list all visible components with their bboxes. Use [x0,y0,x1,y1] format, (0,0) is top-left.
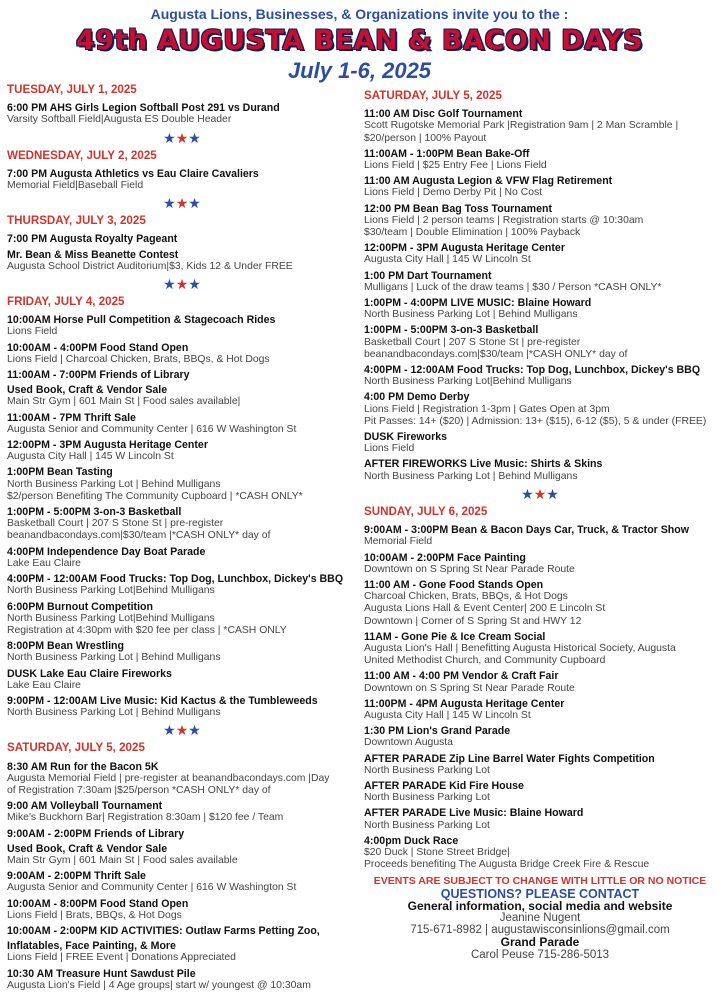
event-details: Varsity Softball Field|Augusta ES Double Header [7,114,232,126]
three-stars-icon [7,195,357,211]
event-details: Lions Field [364,443,415,455]
schedule-event [7,412,357,436]
event-details: North Business Parking Lot|Behind Mulligans [364,376,572,388]
event-details: North Business Parking Lot|Behind Mulligans [7,612,215,624]
event-details: Augusta Senior and Community Center | 616 W Washington St [7,882,297,894]
event-title: 4:00pm Duck Race [364,834,459,847]
three-stars-icon [7,276,357,292]
change-notice: EVENTS ARE SUBJECT TO CHANGE WITH LITTLE OR NO NOTICE [373,875,707,888]
left-column [7,80,357,995]
star-icon: ★ [175,195,189,212]
event-title: 8:30 AM Run for the Bacon 5K [7,760,159,773]
event-details: Lions Field | Registration 1-3pm | Gates Open at 3pm [364,403,610,415]
event-details: $30/team | Double Elimination | 100% Payback [364,227,581,239]
right-column [364,86,716,961]
schedule-event [7,546,357,570]
event-details: Scott Rugotske Memorial Park |Registration 9am | 2 Man Scramble | [364,120,679,132]
event-title: 11:00 AM - Gone Food Stands Open [364,578,544,591]
day-heading: TUESDAY, JULY 1, 2025 [7,83,137,96]
star-icon: ★ [188,129,201,146]
day-heading: WEDNESDAY, JULY 2, 2025 [7,148,157,162]
schedule-event [7,439,357,463]
schedule-event [364,753,716,777]
schedule-event [364,203,716,240]
event-title: 11:00 AM Augusta Legion & VFW Flag Retirement [364,175,613,188]
schedule-event [364,631,716,668]
event-title: 12:00 PM Bean Bag Toss Tournament [364,202,552,215]
parade-heading: Grand Parade [500,935,580,950]
contact-footer [364,875,716,960]
event-details: Lions Field | Charcoal Chicken, Brats, BBQs, & Hot Dogs [7,353,270,365]
star-icon: ★ [175,722,189,739]
schedule-event [364,524,716,548]
event-title: 11:00AM - 7:00PM Friends of Library [7,369,190,382]
schedule-event [364,364,716,388]
event-title: 10:00AM - 2:00PM KID ACTIVITIES: Outlaw Farms Petting Zoo, [7,924,320,937]
schedule-event [7,828,357,840]
day-heading: SATURDAY, JULY 5, 2025 [364,89,502,102]
event-details: Lions Field | 2 person teams | Registration starts @ 10:30am [364,214,644,226]
event-details: Augusta School District Auditorium|$3, Kids 12 & Under FREE [7,260,293,272]
event-dates: July 1-6, 2025 [287,58,432,83]
event-details: Augusta City Hall | 145 W Lincoln St [364,254,531,266]
event-details: Downtown Augusta [364,737,453,749]
event-details: Mike's Buckhorn Bar| Registration 8:30am | $120 fee / Team [7,812,284,824]
schedule-event [7,573,357,597]
star-icon: ★ [521,485,534,502]
three-stars-icon [364,486,716,502]
event-title: AFTER PARADE Kid Fire House [364,779,524,792]
event-title: 9:00AM - 2:00PM Friends of Library [7,827,185,840]
schedule-event [7,168,357,192]
general-contact-name: Jeanine Nugent [499,911,581,924]
event-title: 10:30 AM Treasure Hunt Sawdust Pile [7,967,196,980]
event-details: Augusta Memorial Field | pre-register at beanandbacondays.com |Day [7,772,330,784]
day-heading: THURSDAY, JULY 3, 2025 [7,214,146,228]
event-title: 1:00PM - 5:00PM 3-on-3 Basketball [364,324,539,337]
event-details: North Business Parking Lot | Behind Mulligans [7,707,221,719]
schedule-event [7,761,357,798]
schedule-event [7,102,357,126]
event-title: Used Book, Craft & Vendor Sale [7,842,168,855]
event-details: Augusta Lion's Hall | Benefitting Augusta Historical Society, Augusta [364,642,676,654]
event-details: Basketball Court | 207 S Stone St | pre-register [7,518,224,530]
event-title: 10:00AM - 4:00PM Food Stand Open [7,341,189,354]
event-title: 9:00AM - 3:00PM Bean & Bacon Days Car, Truck, & Tractor Show [364,524,689,537]
star-icon: ★ [175,276,189,293]
event-details: Augusta Lion's Field | 4 Age groups| start w/ youngest @ 10:30am [7,979,311,991]
event-details: $2/person Benefiting The Community Cupboard | *CASH ONLY* [7,490,303,502]
event-title: 9:00AM - 2:00PM Thrift Sale [7,870,146,883]
event-title: AFTER PARADE Zip Line Barrel Water Fights Competition [364,752,655,765]
schedule-event [7,233,357,245]
event-details: North Business Parking Lot | Behind Mulligans [364,309,578,321]
event-title: AFTER PARADE Live Music: Blaine Howard [364,807,584,820]
event-details: Registration at 4:30pm with $20 fee per class | *CASH ONLY [7,624,287,636]
event-details: of Registration 7:30am |$25/person *CASH ONLY* day of [7,784,271,796]
schedule-event [364,835,716,872]
event-title: AFTER FIREWORKS Live Music: Shirts & Skins [364,458,603,471]
event-title: 10:00AM - 2:00PM Face Painting [364,551,526,564]
event-title: 11:00PM - 4PM Augusta Heritage Center [364,697,565,710]
event-details: Downtown | Corner of S Spring St and HWY 12 [364,615,582,627]
star-icon: ★ [175,129,189,146]
event-title: 11:00AM - 7PM Thrift Sale [7,411,136,424]
event-details: Basketball Court | 207 S Stone St | pre-register [364,336,581,348]
event-details: Main Str Gym | 601 Main St | Food sales available [7,854,238,866]
schedule-event [7,640,357,664]
schedule-event [7,925,357,937]
star-icon: ★ [533,485,547,502]
event-details: Memorial Field [364,536,433,548]
event-title: 11:00 AM - 4:00 PM Vendor & Craft Fair [364,670,559,683]
schedule-event [7,466,357,503]
event-details: Augusta City Hall | 145 W Lincoln St [7,451,174,463]
event-title: 1:00PM Bean Tasting [7,466,113,479]
event-details: Memorial Field|Baseball Field [7,180,144,192]
schedule-event [7,968,357,992]
schedule-event [364,725,716,749]
schedule-event [364,431,716,455]
schedule-event [7,506,357,543]
star-icon: ★ [188,276,201,293]
schedule-event [364,270,716,294]
schedule-event [364,698,716,722]
event-details: beanandbacondays.com|$30/team |*CASH ONLY* day of [7,530,271,542]
event-title: 8:00PM Bean Wrestling [7,640,124,653]
questions-heading: QUESTIONS? PLEASE CONTACT [440,886,640,901]
schedule-event [364,175,716,199]
event-details: beanandbacondays.com|$30/team |*CASH ONLY* day of [364,348,628,360]
event-title: 11AM - Gone Pie & Ice Cream Social [364,630,546,643]
schedule-event [364,242,716,266]
event-title: Used Book, Craft & Vendor Sale [7,384,168,397]
event-title: 9:00 AM Volleyball Tournament [7,800,163,813]
event-details: Augusta City Hall | 145 W Lincoln St [364,709,531,721]
event-details: Augusta Senior and Community Center | 616 W Washington St [7,423,297,435]
three-stars-icon [7,130,357,146]
event-title: 12:00PM - 3PM Augusta Heritage Center [364,242,565,255]
event-title: 10:00AM - 8:00PM Food Stand Open [7,897,189,910]
event-title: 10:00AM Horse Pull Competition & Stagecoach Rides [7,314,276,327]
event-details: Downtown on S Spring St Near Parade Route [364,682,575,694]
schedule-event [364,552,716,576]
event-title: 1:30 PM Lion's Grand Parade [364,725,511,738]
schedule-event [7,314,357,338]
schedule-event [364,670,716,694]
event-title-banner: 49th AUGUSTA BEAN & BACON DAYS [75,25,644,56]
schedule-event [7,898,357,922]
event-title: Inflatables, Face Painting, & More [7,940,176,953]
star-icon: ★ [163,195,176,212]
event-details: $20/person | 100% Payout [364,132,487,144]
schedule-event [364,458,716,482]
event-details: Lions Field | Brats, BBQs, & Hot Dogs [7,909,182,921]
event-details: Proceeds benefiting The Augusta Bridge Creek Fire & Rescue [364,859,650,871]
schedule-event [7,601,357,638]
event-details: Lake Eau Claire [7,679,81,691]
event-details: Lions Field | FREE Event | Donations Appreciated [7,952,236,964]
event-title: 1:00 PM Dart Tournament [364,269,492,282]
event-title: 4:00 PM Demo Derby [364,391,470,404]
schedule-event [7,342,357,366]
event-title: Mr. Bean & Miss Beanette Contest [7,248,179,261]
event-details: North Business Parking Lot [364,819,490,831]
general-info-heading: General information, social media and website [407,898,673,913]
general-contact-details: 715-671-8982 | augustawisconsinlions@gmail.com [410,924,670,937]
event-details: North Business Parking Lot | Behind Mulligans [7,478,221,490]
event-details: Lions Field [7,326,58,338]
event-details: Pit Passes: 14+ ($20) | Admission: 13+ ($15), 6-12 ($5), 5 & under (FREE) [364,415,707,427]
schedule-event [364,579,716,628]
schedule-event [7,800,357,824]
schedule-event [7,384,357,408]
event-details: Mulligans | Luck of the draw teams | $30 / Person *CASH ONLY* [364,281,662,293]
event-details: Lake Eau Claire [7,557,81,569]
schedule-event [7,668,357,692]
schedule-event [364,324,716,361]
event-title: 6:00PM Burnout Competition [7,600,153,613]
event-details: United Methodist Church, and Community Cupboard [364,655,606,667]
event-title: 6:00 PM AHS Girls Legion Softball Post 291 vs Durand [7,102,280,115]
event-details: Augusta Lions Hall & Event Center| 200 E Lincoln St [364,603,606,615]
event-details: Charcoal Chicken, Brats, BBQs, & Hot Dogs [364,591,568,603]
event-title: 4:00PM Independence Day Boat Parade [7,545,206,558]
event-title: DUSK Lake Eau Claire Fireworks [7,667,172,680]
schedule-event [364,807,716,831]
schedule-event [7,870,357,894]
schedule-event [364,391,716,428]
event-details: Lions Field | $25 Entry Fee | Lions Field [364,160,547,172]
schedule-event [7,940,357,964]
event-title: 4:00PM - 12:00AM Food Trucks: Top Dog, Lunchbox, Dickey's BBQ [7,573,344,586]
event-details: North Business Parking Lot [364,764,490,776]
event-title: 7:00 PM Augusta Royalty Pageant [7,233,178,246]
event-title: 11:00AM - 1:00PM Bean Bake-Off [364,147,530,160]
event-details: North Business Parking Lot [364,792,490,804]
event-title: 1:00PM - 5:00PM 3-on-3 Basketball [7,506,182,519]
day-heading: SATURDAY, JULY 5, 2025 [7,741,145,755]
parade-contact: Carol Peuse 715-286-5013 [470,948,610,961]
schedule-event [364,297,716,321]
event-details: North Business Parking Lot | Behind Mulligans [7,652,221,664]
day-heading: SUNDAY, JULY 6, 2025 [364,504,488,518]
star-icon: ★ [188,195,201,212]
invitation-line: Augusta Lions, Businesses, & Organizations invite you to the : [150,6,569,22]
event-title: 7:00 PM Augusta Athletics vs Eau Claire Cavaliers [7,167,259,180]
star-icon: ★ [163,129,176,146]
event-title: 4:00PM - 12:00AM Food Trucks: Top Dog, Lunchbox, Dickey's BBQ [364,364,701,377]
event-title: 12:00PM - 3PM Augusta Heritage Center [7,439,208,452]
schedule-event [364,108,716,145]
event-title: 1:00PM - 4:00PM LIVE MUSIC: Blaine Howard [364,297,592,310]
star-icon: ★ [546,485,559,502]
event-title: 11:00 AM Disc Golf Tournament [364,108,523,121]
schedule-event [7,369,357,381]
schedule-event [7,249,357,273]
event-details: North Business Parking Lot | Behind Mulligans [364,470,578,482]
three-stars-icon [7,722,357,738]
event-details: Main Str Gym | 601 Main St | Food sales available| [7,396,241,408]
schedule-event [364,148,716,172]
star-icon: ★ [163,276,176,293]
event-details: Lions Field | Demo Derby Pit | No Cost [364,187,543,199]
schedule-event [364,780,716,804]
event-details: Downtown on S Spring St Near Parade Route [364,563,575,575]
event-details: $20 Duck | Stone Street Bridge| [364,846,510,858]
schedule-event [7,695,357,719]
event-details: North Business Parking Lot|Behind Mulligans [7,585,215,597]
schedule-event [7,843,357,867]
event-title: 9:00PM - 12:00AM Live Music: Kid Kactus & the Tumbleweeds [7,694,318,707]
star-icon: ★ [163,722,176,739]
day-heading: FRIDAY, JULY 4, 2025 [7,295,125,309]
star-icon: ★ [188,722,201,739]
event-title: DUSK Fireworks [364,431,448,444]
